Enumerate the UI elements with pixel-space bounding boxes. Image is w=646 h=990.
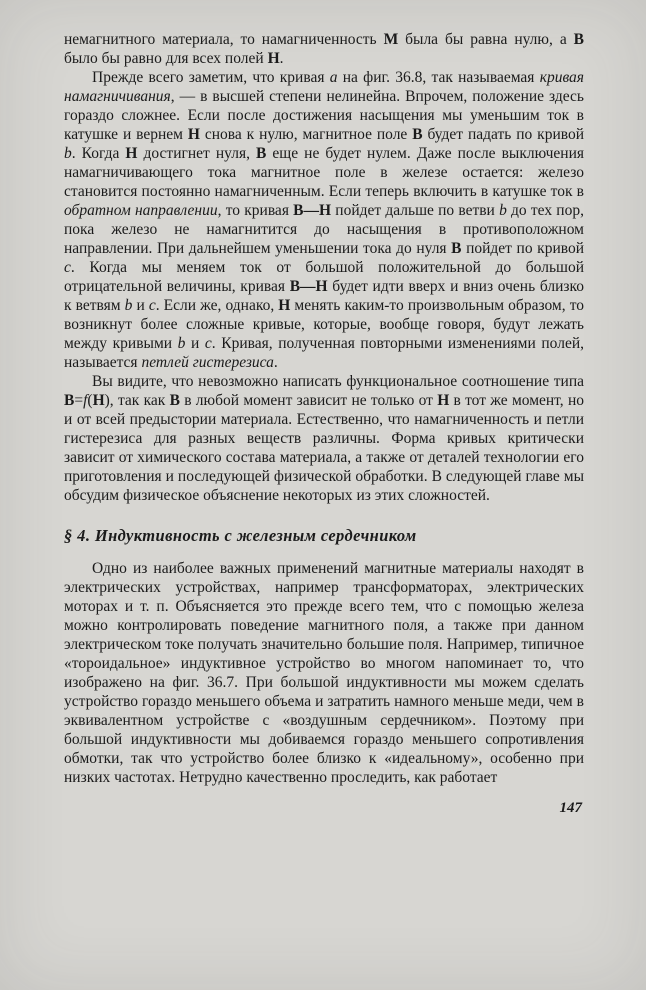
text-segment: . Когда мы меняем ток от большой положительной до большой отрицательной величины, кривая [64,259,584,295]
text-segment: . Если же, однако, [155,297,279,314]
text-segment: ), так как [104,392,170,409]
paragraph-hysteresis-curve [64,68,584,372]
text-segment: с [148,297,156,314]
text-segment: Н [437,392,450,409]
text-segment: Н [267,50,280,67]
text-segment: в тот же момент, но и от всей предыстории материала. Естественно, что намагниченность и петли гистерезиса для разных веществ различны. Форма кривых критически зависит от химического состава материала, а также от деталей технологии его приготовления и последующей физической обработки. В следующей главе мы обсудим физическое объяснение некоторых из этих сложностей. [64,392,584,504]
text-segment: кривая намагничивания [64,69,585,105]
text-segment: В [412,126,423,143]
text-segment: пойдет по кривой [461,240,585,257]
text-segment: Вы видите, что невозможно написать функциональное соотношение типа [92,373,584,390]
text-segment: немагнитного материала, то намагниченность [64,31,384,48]
text-segment: еще не будет нулем. Даже после выключения намагничивающего тока магнитное поле в железе остается: железо становится постоянно намагниченным. Если теперь включить в катушке ток в [64,145,584,200]
text-segment: В [573,31,584,48]
text-segment: Н [125,145,138,162]
text-segment: Н [278,297,291,314]
text-segment: В—Н [293,202,332,219]
text-segment: = [74,392,84,409]
text-segment: было бы равно для всех полей [64,50,268,67]
text-segment: снова к нулю, магнитное поле [199,126,413,143]
text-segment: в любой момент зависит не только от [179,392,438,409]
text-segment: b [64,145,72,162]
text-segment: была бы равна нулю, а [398,31,574,48]
page-number: 147 [559,800,582,816]
text-segment: обратном направлении [64,202,218,219]
text-segment: , то кривая [217,202,294,219]
text-segment: а [329,69,338,86]
text-segment: В [256,145,267,162]
text-segment: b [124,297,133,314]
text-segment: В [64,392,75,409]
text-segment: В [169,392,180,409]
text-segment: , — в высшей степени нелинейна. Впрочем, положение здесь гораздо сложнее. Если после достижения насыщения мы уменьшим ток в катушке и вернем [64,88,584,143]
text-segment: В [451,240,462,257]
text-segment: менять каким-то произвольным образом, то возникнут более сложные кривые, которые, вообще говоря, будут лежать между кривыми [64,297,585,352]
text-segment: на фиг. 36.8, так называемая [337,69,540,86]
text-segment: Н [187,126,200,143]
text-segment: и [185,335,205,352]
text-segment: . [279,50,284,67]
text-segment: b [177,335,186,352]
text-segment: Прежде всего заметим, что кривая [92,69,330,86]
text-segment: с [64,259,71,276]
text-segment: до тех пор, пока железо не намагнитится до насыщения в противоположном направлении. При дальнейшем уменьшении тока до нуля [64,202,584,257]
text-segment: ( [87,392,93,409]
text-segment: с [204,335,212,352]
text-segment: f [83,392,88,409]
text-segment: . Кривая, полученная повторными изменениями полей, называется [64,335,584,371]
text-segment: В—Н [289,278,328,295]
text-segment: Одно из наиболее важных применений магнитные материалы находят в электрических устройствах, например трансформаторах, электрических моторах и т. п. Объясняется это прежде всего тем, что с помощью железа можно контролировать поведение магнитного поля, а также при данном электрическом токе получать значительно большие поля. Например, типичное «тороидальное» индуктивное устройство во многом напоминает то, что изображено на фиг. 36.7. При большой индуктивности мы можем сделать устройство гораздо меньшего объема и затратить намного меньше меди, чем в эквивалентном устройстве с «воздушным сердечником». Поэтому при большой индуктивности мы добиваемся гораздо меньшего сопротивления обмотки, так что устройство более близко к «идеальному», особенно при низких частотах. Нетрудно качественно проследить, как работает [64,560,584,786]
text-segment: будет падать по кривой [422,126,584,143]
text-segment: петлей гистерезиса [141,354,274,371]
text-segment: и [132,297,149,314]
text-segment: пойдет дальше по ветви [331,202,500,219]
paragraph-iron-core-inductance [64,559,584,787]
text-segment: . Когда [71,145,126,162]
paragraph-continuation [64,30,584,68]
text-segment: будет идти вверх и вниз очень близко к ветвям [64,278,584,314]
text-segment: Н [92,392,105,409]
section-heading: § 4. Индуктивность с железным сердечником [64,526,417,545]
text-segment: достигнет нуля, [137,145,257,162]
text-segment: . [273,354,278,371]
text-segment: М [383,31,399,48]
paragraph-functional-relation [64,372,584,505]
text-segment: b [499,202,507,219]
